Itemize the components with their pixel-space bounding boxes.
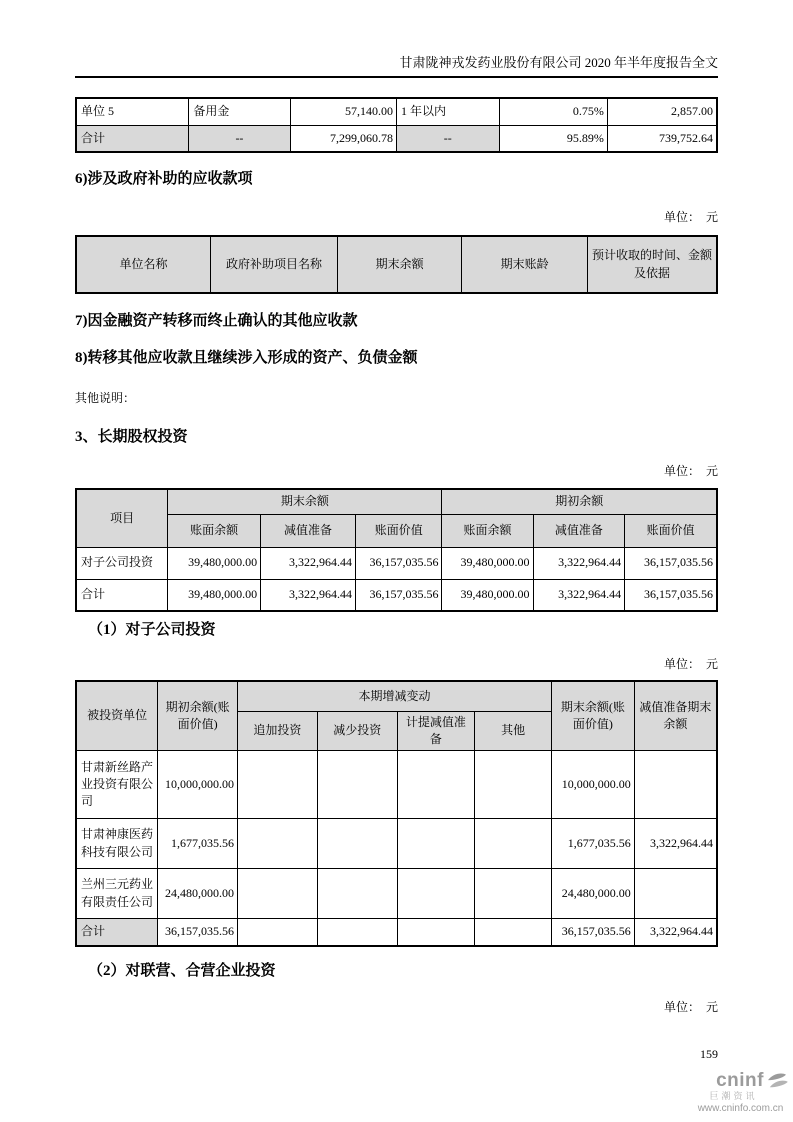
cell-aging: 1 年以内 bbox=[396, 98, 499, 125]
cell-total-balance: 7,299,060.78 bbox=[290, 125, 396, 152]
cell-nature: 备用金 bbox=[189, 98, 290, 125]
table-row bbox=[76, 547, 717, 579]
header-opening-balance: 期初余额(账面价值) bbox=[158, 681, 238, 751]
section-heading-lt-equity: 3、长期股权投资 bbox=[75, 429, 188, 445]
cninfo-logo bbox=[693, 1071, 788, 1114]
cell-value: 3,322,964.44 bbox=[261, 579, 356, 611]
table-row-total bbox=[76, 919, 717, 946]
section-heading-7: 7)因金融资产转移而终止确认的其他应收款 bbox=[75, 313, 358, 329]
cell-total-label: 合计 bbox=[76, 919, 158, 946]
cninfo-url: www.cninfo.com.cn bbox=[697, 1103, 784, 1114]
cell-value: 3,322,964.44 bbox=[261, 547, 356, 579]
header-provision: 计提减值准备 bbox=[397, 711, 475, 751]
cell-provision: 2,857.00 bbox=[607, 98, 717, 125]
cell-value bbox=[317, 819, 397, 869]
cell-value: 3,322,964.44 bbox=[533, 547, 625, 579]
cell-value: 24,480,000.00 bbox=[552, 869, 635, 919]
page-number: 159 bbox=[700, 1046, 718, 1061]
cell-value bbox=[238, 869, 318, 919]
cell-value: 39,480,000.00 bbox=[168, 547, 261, 579]
cell-value: 36,157,035.56 bbox=[625, 579, 717, 611]
header-investee: 被投资单位 bbox=[76, 681, 158, 751]
header-reduced-inv: 减少投资 bbox=[317, 711, 397, 751]
table-header-row bbox=[76, 236, 717, 293]
section-heading-gov-subsidy: 6)涉及政府补助的应收款项 bbox=[75, 171, 253, 187]
cninfo-swirl-icon bbox=[766, 1072, 788, 1090]
cell-value bbox=[238, 819, 318, 869]
table-subheader-row bbox=[76, 514, 717, 547]
cell-investee: 甘肃新丝路产业投资有限公司 bbox=[76, 751, 158, 819]
table-header-row bbox=[76, 681, 717, 711]
cell-value bbox=[317, 751, 397, 819]
cell-value: 39,480,000.00 bbox=[442, 547, 533, 579]
other-note: 其他说明： bbox=[75, 391, 136, 405]
cell-value bbox=[475, 869, 552, 919]
cell-value: 3,322,964.44 bbox=[634, 819, 717, 869]
cell-value: 1,677,035.56 bbox=[552, 819, 635, 869]
cell-value bbox=[317, 869, 397, 919]
table-row bbox=[76, 751, 717, 819]
cninfo-brand-text: cninf bbox=[716, 1070, 764, 1091]
header-closing-aging: 期末账龄 bbox=[462, 236, 588, 293]
cell-value: 39,480,000.00 bbox=[168, 579, 261, 611]
table-row-total bbox=[76, 125, 717, 152]
cell-proportion: 0.75% bbox=[499, 98, 607, 125]
cell-value: 24,480,000.00 bbox=[158, 869, 238, 919]
cell-value: 36,157,035.56 bbox=[355, 547, 442, 579]
cell-value bbox=[475, 919, 552, 946]
unit-label: 单位： 元 bbox=[663, 999, 718, 1014]
subsidiary-inv-table bbox=[75, 680, 718, 947]
header-other: 其他 bbox=[475, 711, 552, 751]
cell-value: 36,157,035.56 bbox=[158, 919, 238, 946]
header-item: 项目 bbox=[76, 489, 168, 547]
section-heading-8: 8)转移其他应收款且继续涉入形成的资产、负债金额 bbox=[75, 350, 418, 366]
header-unit-name: 单位名称 bbox=[76, 236, 211, 293]
header-expected-collection: 预计收取的时间、金额及依据 bbox=[587, 236, 717, 293]
cell-value bbox=[397, 919, 475, 946]
cell-value bbox=[634, 869, 717, 919]
table-row bbox=[76, 98, 717, 125]
cell-value bbox=[317, 919, 397, 946]
cell-total-proportion: 95.89% bbox=[499, 125, 607, 152]
cell-investee: 甘肃神康医药科技有限公司 bbox=[76, 819, 158, 869]
header-closing-balance: 期末余额(账面价值) bbox=[552, 681, 635, 751]
lt-equity-table bbox=[75, 488, 718, 612]
cell-total-provision: 739,752.64 bbox=[607, 125, 717, 152]
cell-value: 10,000,000.00 bbox=[552, 751, 635, 819]
header-change-group: 本期增减变动 bbox=[238, 681, 552, 711]
cell-item: 对子公司投资 bbox=[76, 547, 168, 579]
cell-value bbox=[475, 819, 552, 869]
header-book-balance: 账面余额 bbox=[442, 514, 533, 547]
carryover-table bbox=[75, 97, 718, 153]
table-header-row bbox=[76, 489, 717, 514]
unit-label: 单位： 元 bbox=[663, 210, 718, 224]
cell-value bbox=[397, 751, 475, 819]
cell-unit-name: 单位 5 bbox=[76, 98, 189, 125]
cell-value: 36,157,035.56 bbox=[625, 547, 717, 579]
cell-total-label: 合计 bbox=[76, 125, 189, 152]
cell-total-label: 合计 bbox=[76, 579, 168, 611]
cell-value: 3,322,964.44 bbox=[533, 579, 625, 611]
header-impairment-closing: 减值准备期末余额 bbox=[634, 681, 717, 751]
cell-value bbox=[397, 869, 475, 919]
cell-value bbox=[634, 751, 717, 819]
header-subsidy-project: 政府补助项目名称 bbox=[211, 236, 338, 293]
cell-value: 36,157,035.56 bbox=[552, 919, 635, 946]
unit-label: 单位： 元 bbox=[663, 657, 718, 671]
cell-balance: 57,140.00 bbox=[290, 98, 396, 125]
cell-value bbox=[238, 751, 318, 819]
cell-value: 39,480,000.00 bbox=[442, 579, 533, 611]
cninfo-cn-name: 巨潮资讯 bbox=[709, 1091, 758, 1101]
header-impairment-provision: 减值准备 bbox=[261, 514, 356, 547]
cell-value bbox=[397, 819, 475, 869]
header-book-balance: 账面余额 bbox=[168, 514, 261, 547]
header-additional-inv: 追加投资 bbox=[238, 711, 318, 751]
cell-value: 36,157,035.56 bbox=[355, 579, 442, 611]
section-heading-subsidiary-inv: （1）对子公司投资 bbox=[88, 622, 216, 638]
table-row bbox=[76, 819, 717, 869]
header-closing-group: 期末余额 bbox=[168, 489, 442, 514]
header-closing-balance: 期末余额 bbox=[338, 236, 462, 293]
unit-label: 单位： 元 bbox=[663, 464, 718, 478]
cell-dash: -- bbox=[396, 125, 499, 152]
cell-value bbox=[238, 919, 318, 946]
cell-value: 10,000,000.00 bbox=[158, 751, 238, 819]
cell-value: 1,677,035.56 bbox=[158, 819, 238, 869]
header-book-value: 账面价值 bbox=[625, 514, 717, 547]
section-heading-jv-inv: （2）对联营、合营企业投资 bbox=[88, 962, 276, 979]
gov-subsidy-table bbox=[75, 235, 718, 294]
cell-value: 3,322,964.44 bbox=[634, 919, 717, 946]
cell-value bbox=[475, 751, 552, 819]
header-opening-group: 期初余额 bbox=[442, 489, 717, 514]
table-row bbox=[76, 869, 717, 919]
header-impairment-provision: 减值准备 bbox=[533, 514, 625, 547]
cell-dash: -- bbox=[189, 125, 290, 152]
cell-investee: 兰州三元药业有限责任公司 bbox=[76, 869, 158, 919]
report-header-title: 甘肃陇神戎发药业股份有限公司 2020 年半年度报告全文 bbox=[75, 0, 718, 78]
table-row-total bbox=[76, 579, 717, 611]
header-book-value: 账面价值 bbox=[355, 514, 442, 547]
